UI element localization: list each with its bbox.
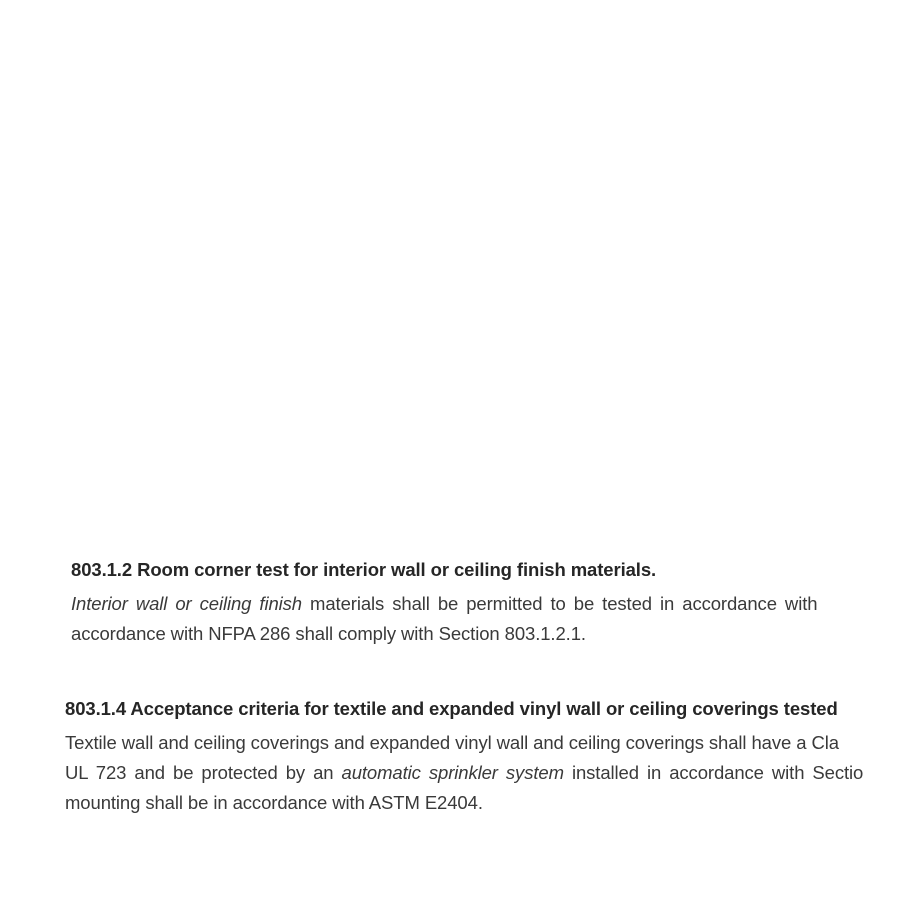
body-text: UL 723 and be protected by an [65,762,342,783]
section-heading: 803.1.2 Room corner test for interior wall or ceiling finish materials. [71,559,657,580]
body-line: accordance with NFPA 286 shall comply with Section 803.1.2.1. [71,623,586,644]
italic-term: Interior wall or ceiling finish [71,593,302,614]
section-heading: 803.1.4 Acceptance criteria for textile and expanded vinyl wall or ceiling coverings tested [65,698,838,719]
body-line: Textile wall and ceiling coverings and expanded vinyl wall and ceiling coverings shall have a Cla [65,732,839,753]
section-803-1-4 [65,697,863,818]
body-text: installed in accordance with Sectio [563,762,864,783]
body-text: materials shall be permitted to be tested in accordance with [302,593,818,614]
section-803-1-2 [71,558,817,649]
italic-term: automatic sprinkler system [341,762,564,783]
body-line [71,589,817,619]
body-line: mounting shall be in accordance with ASTM E2404. [65,792,483,813]
body-line [65,758,863,788]
